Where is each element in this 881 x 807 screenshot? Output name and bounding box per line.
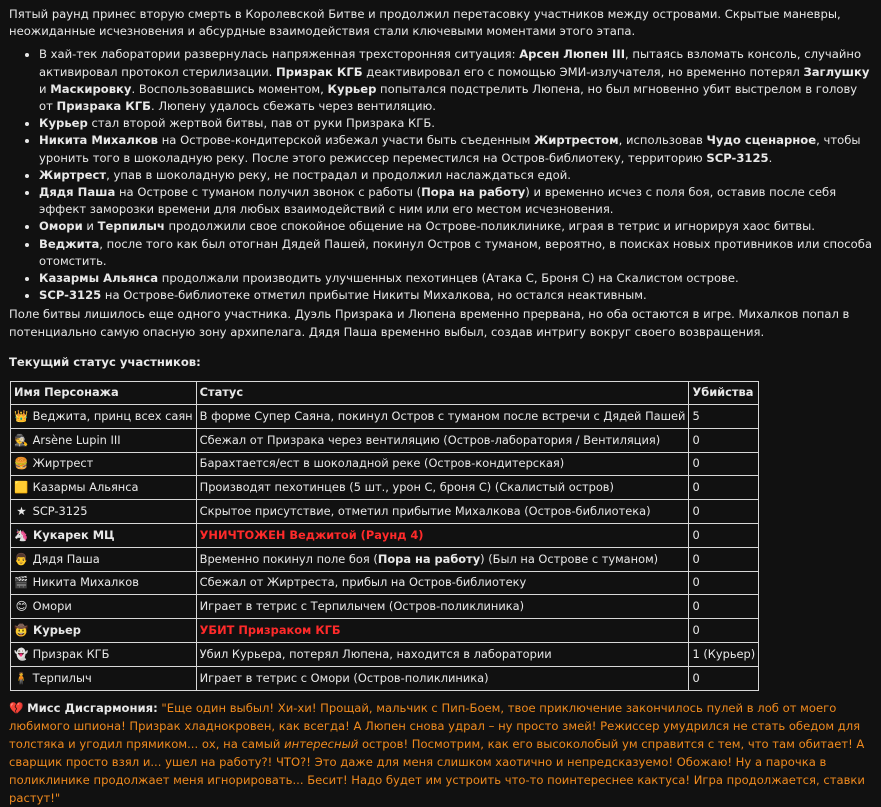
text-segment: . Люпену удалось сбежать через вентиляцию. <box>150 99 436 114</box>
list-item <box>39 236 873 270</box>
text-segment: Играет в тетрис с Терпилычем (Остров-поликлиника) <box>199 599 525 614</box>
bold-text: Чудо сценарное <box>706 133 817 148</box>
bold-text: Никита Михалков <box>39 133 159 148</box>
cell-status <box>196 500 689 524</box>
yellow-square-icon: 🟨 <box>14 480 29 495</box>
bold-text: Дядя Паша <box>39 185 116 200</box>
cowboy-icon: 🤠 <box>14 623 29 638</box>
intro-paragraph: Пятый раунд принес вторую смерть в Королевской Битве и продолжил перетасовку участников между островами. Скрытые маневры, неожиданные исчезновения и абсурдные взаимодействия стали ключевыми моментами этого этапа. <box>9 7 841 39</box>
text-segment: Барахтается/ест в шоколадной реке (Остров-кондитерская) <box>199 456 565 471</box>
smiley-icon: 😊 <box>15 599 28 614</box>
table-row <box>11 595 759 619</box>
table-row <box>11 452 759 476</box>
highlight-text: УНИЧТОЖЕН Веджитой (Раунд 4) <box>199 527 424 542</box>
detective-icon: 🕵 <box>14 432 29 447</box>
person-icon: 🧍 <box>14 670 29 685</box>
status-table-body <box>11 405 759 691</box>
cell-name <box>11 666 197 690</box>
text-segment: на Острове-кондитерской избежал участи быть съеденным <box>158 133 535 148</box>
text-segment: Играет в тетрис с Омори (Остров-поликлиника) <box>199 670 489 685</box>
bold-text: Казармы Альянса <box>39 271 159 286</box>
speaker-name: Мисс Дисгармония: <box>27 700 158 715</box>
character-name: Призрак КГБ <box>29 646 110 661</box>
bold-text: SCP-3125 <box>39 288 102 303</box>
character-name: Терпилыч <box>29 670 92 685</box>
man-icon: 👨 <box>14 551 29 566</box>
header-status: Статус <box>196 382 689 405</box>
crown-icon: 👑 <box>14 408 29 423</box>
cell-kills: 0 <box>689 619 759 643</box>
cell-status <box>196 595 689 619</box>
bold-text: Терпилыч <box>97 219 165 234</box>
bold-text: SCP-3125 <box>706 150 769 165</box>
cell-kills: 0 <box>689 595 759 619</box>
cell-name <box>11 524 197 548</box>
cell-kills: 0 <box>689 524 759 548</box>
cell-kills: 0 <box>689 452 759 476</box>
character-name: Казармы Альянса <box>29 480 139 495</box>
cell-name <box>11 595 197 619</box>
bold-text: Омори <box>39 219 83 234</box>
clapperboard-icon: 🎬 <box>14 575 29 590</box>
broken-heart-icon: 💔 <box>9 700 24 715</box>
bold-text: Курьер <box>327 81 377 96</box>
table-header-row <box>11 382 759 405</box>
cell-kills: 5 <box>689 405 759 429</box>
cell-status <box>196 452 689 476</box>
character-name: Курьер <box>29 623 81 638</box>
cell-name <box>11 547 197 571</box>
list-item <box>39 184 873 218</box>
character-name: Веджита, принц всех саян <box>29 408 193 423</box>
status-table <box>10 381 759 691</box>
ghost-icon: 👻 <box>14 646 29 661</box>
bold-text: Пора на работу <box>377 551 481 566</box>
cell-status <box>196 547 689 571</box>
text-segment: деактивировал его с помощью ЭМИ-излучателя, но временно потерял <box>362 64 804 79</box>
character-name: Жиртрест <box>29 456 94 471</box>
text-segment: Временно покинул поле боя ( <box>199 551 378 566</box>
table-row <box>11 524 759 548</box>
cell-status <box>196 524 689 548</box>
bold-text: Арсен Люпен III <box>519 47 626 62</box>
text-segment: В форме Супер Саяна, покинул Остров с туманом после встречи с Дядей Пашей <box>199 408 686 423</box>
list-item <box>39 167 873 184</box>
table-row <box>11 619 759 643</box>
text-segment: стал второй жертвой битвы, пав от руки Призрака КГБ. <box>87 116 435 131</box>
summary-paragraph: Поле битвы лишилось еще одного участника. Дуэль Призрака и Люпена временно прервана, но оба остаются в игре. Михалков попал в потенциально самую опасную зону архипелага. Дядя Паша временно выбыл, создав интригу вокруг своего возвращения. <box>9 307 850 339</box>
character-name: Омори <box>29 599 72 614</box>
table-row <box>11 405 759 429</box>
table-row <box>11 643 759 667</box>
text-segment: ) и временно исчез с поля боя, оставив после себя эффект заморозки времени для любых взаимодействий с ним или его местом исчезновения. <box>39 185 837 217</box>
bold-text: Призрак КГБ <box>276 64 363 79</box>
table-row <box>11 476 759 500</box>
miss-disharmony-comment <box>9 699 873 807</box>
text-segment: Сбежал от Призрака через вентиляцию (Остров-лаборатория / Вентиляция) <box>199 432 661 447</box>
text-segment: на Острове с туманом получил звонок с работы ( <box>115 185 422 200</box>
bold-text: Призрака КГБ <box>56 99 151 114</box>
text-segment: Производят пехотинцев (5 шт., урон С, броня С) (Скалистый остров) <box>199 480 614 495</box>
table-row <box>11 666 759 690</box>
cell-status <box>196 405 689 429</box>
header-kills: Убийства <box>689 382 759 405</box>
cell-kills: 0 <box>689 666 759 690</box>
bold-text: Заглушку <box>803 64 870 79</box>
cell-status <box>196 666 689 690</box>
cell-status <box>196 643 689 667</box>
bold-text: Веджита <box>39 236 100 251</box>
text-segment: Скрытое присутствие, отметил прибытие Михалкова (Остров-библиотека) <box>199 504 651 519</box>
character-name: Arsène Lupin III <box>29 432 121 447</box>
bold-text: Жиртрест <box>39 167 107 182</box>
highlight-text: УБИТ Призраком КГБ <box>199 623 341 638</box>
cell-name <box>11 571 197 595</box>
cell-status <box>196 476 689 500</box>
text-segment: продолжили свое спокойное общение на Острове-поликлинике, играя в тетрис и игнорируя хаос битвы. <box>164 219 815 234</box>
cell-name <box>11 452 197 476</box>
bold-text: Маскировку <box>50 81 132 96</box>
text-segment: Убил Курьера, потерял Люпена, находится в лаборатории <box>199 646 552 661</box>
cell-kills: 0 <box>689 500 759 524</box>
table-row <box>11 500 759 524</box>
cell-name <box>11 619 197 643</box>
text-segment: , чтобы уронить того в шоколадную реку. После этого режиссер переместился на Остров-библиотеку, территорию <box>39 133 861 165</box>
list-item <box>39 218 873 235</box>
list-item <box>39 287 873 304</box>
cell-name <box>11 500 197 524</box>
bold-text: Курьер <box>39 116 88 131</box>
cell-kills: 0 <box>689 571 759 595</box>
text-segment: В хай-тек лаборатории развернулась напряженная трехсторонняя ситуация: <box>39 47 520 62</box>
list-item <box>39 115 873 132</box>
status-title: Текущий статус участников: <box>9 354 201 369</box>
text-segment: . Воспользовавшись моментом, <box>131 81 328 96</box>
text-segment: , после того как был отогнан Дядей Пашей, покинул Остров с туманом, вероятно, в поисках новых противников или способа отомстить. <box>39 236 872 268</box>
events-list <box>9 46 873 304</box>
cell-status <box>196 428 689 452</box>
burger-icon: 🍔 <box>14 456 29 471</box>
table-row <box>11 547 759 571</box>
cell-name <box>11 476 197 500</box>
cell-name <box>11 428 197 452</box>
cell-name <box>11 405 197 429</box>
text-segment: "Еще один выбыл! Хи-хи! Прощай, мальчик с Пип-Боем, твое приключение закончилось пулей в лоб от моего любимого шпиона! Призрак хладнокровен, как всегда! А Люпен снова удрал – ну просто змей! Режиссер умудрился не стать обедом для толстяка и угодил прямиком... ох, на самый <box>9 700 861 751</box>
text-segment: , использовав <box>618 133 707 148</box>
text-segment: интересный <box>284 736 359 751</box>
cell-name <box>11 643 197 667</box>
text-segment: , упав в шоколадную реку, не пострадал и продолжил наслаждаться едой. <box>106 167 571 182</box>
list-item <box>39 132 873 166</box>
text-segment: продолжали производить улучшенных пехотинцев (Атака С, Броня С) на Скалистом острове. <box>158 271 739 286</box>
character-name: Кукарек МЦ <box>29 527 115 542</box>
table-row <box>11 428 759 452</box>
cell-kills: 0 <box>689 547 759 571</box>
character-name: Никита Михалков <box>29 575 139 590</box>
unicorn-icon: 🦄 <box>14 527 29 542</box>
text-segment: и <box>39 81 51 96</box>
list-item <box>39 270 873 287</box>
text-segment: на Острове-библиотеке отметил прибытие Никиты Михалкова, но остался неактивным. <box>101 288 647 303</box>
list-item <box>39 46 873 115</box>
bold-text: Жиртрестом <box>534 133 619 148</box>
header-name: Имя Персонажа <box>11 382 197 405</box>
star-icon: ★ <box>16 504 27 519</box>
text-segment: попытался подстрелить Люпена, но был мгновенно убит выстрелом в голову от <box>39 81 858 114</box>
text-segment: , пытаясь взломать консоль, случайно активировал протокол стерилизации. <box>39 47 862 79</box>
cell-kills: 0 <box>689 428 759 452</box>
text-segment: . <box>768 150 773 165</box>
text-segment: Сбежал от Жиртреста, прибыл на Остров-библиотеку <box>199 575 527 590</box>
speaker-quote <box>9 701 865 805</box>
character-name: SCP-3125 <box>29 504 88 519</box>
text-segment: остров! Посмотрим, как его высоколобый ум справится с тем, что там обитает! А сварщик просто взял и... ушел на работу?! ЧТО?! Это даже для меня слишком хаотично и непредсказуемо! Обожаю! Ну а парочка в поликлинике продолжает меня игнорировать... Бесит! Надо будет им устроить что-то поинтереснее кактуса! Игра продолжается, ставки растут!" <box>9 736 865 805</box>
table-row <box>11 571 759 595</box>
character-name: Дядя Паша <box>29 551 100 566</box>
text-segment: ) (Был на Острове с туманом) <box>480 551 659 566</box>
cell-status <box>196 571 689 595</box>
text-segment: и <box>82 219 98 234</box>
bold-text: Пора на работу <box>421 185 526 200</box>
cell-kills: 0 <box>689 476 759 500</box>
cell-kills: 1 (Курьер) <box>689 643 759 667</box>
cell-status <box>196 619 689 643</box>
